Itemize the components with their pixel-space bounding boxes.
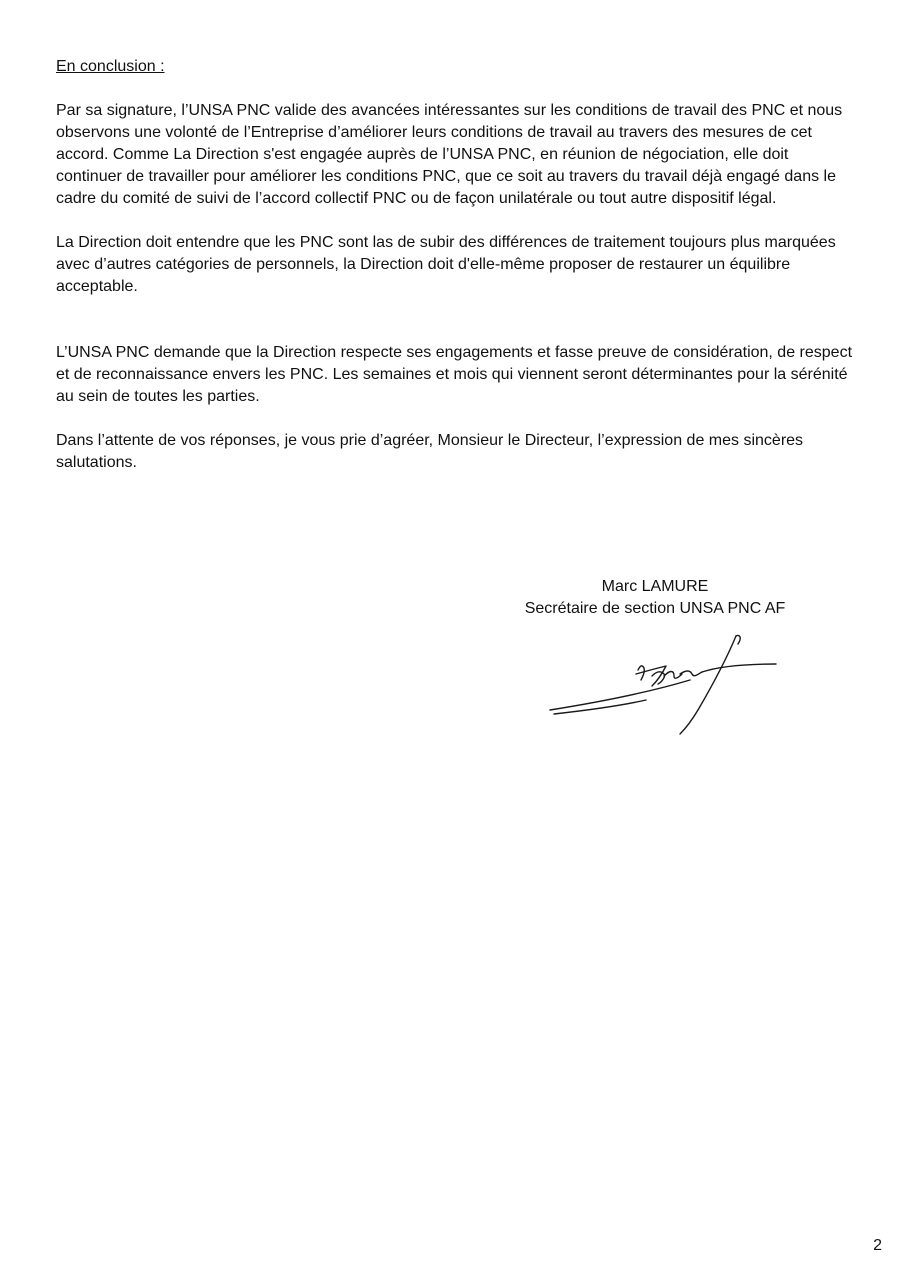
paragraph-1: Par sa signature, l’UNSA PNC valide des avancées intéressantes sur les conditions de travail des PNC et nous observons une volonté de l’Entreprise d’améliorer leurs conditions de travail au travers des mesures de cet accord. Comme La Direction s'est engagée auprès de l’UNSA PNC, en réunion de négociation, elle doit continuer de travailler pour améliorer les conditions PNC, que ce soit au travers du travail déjà engagé dans le cadre du comité de suivi de l’accord collectif PNC ou de façon unilatérale ou tout autre dispositif légal. [56, 102, 843, 207]
signature-block [520, 576, 790, 620]
handwritten-signature [540, 630, 780, 740]
paragraph-3: L’UNSA PNC demande que la Direction respecte ses engagements et fasse preuve de considération, de respect et de reconnaissance envers les PNC. Les semaines et mois qui viennent seront déterminantes pour la sérénité au sein de toutes les parties. [56, 344, 853, 405]
letter-body [56, 56, 856, 496]
page-number: 2 [873, 1237, 882, 1254]
signatory-name: Marc LAMURE [601, 578, 709, 595]
signatory-title: Secrétaire de section UNSA PNC AF [524, 600, 786, 617]
paragraph-4: Dans l’attente de vos réponses, je vous prie d’agréer, Monsieur le Directeur, l’expression de mes sincères salutations. [56, 432, 804, 471]
paragraph-2: La Direction doit entendre que les PNC sont las de subir des différences de traitement toujours plus marquées avec d’autres catégories de personnels, la Direction doit d'elle-même proposer de restaurer un équilibre acceptable. [56, 234, 836, 295]
conclusion-heading: En conclusion : [56, 58, 165, 75]
